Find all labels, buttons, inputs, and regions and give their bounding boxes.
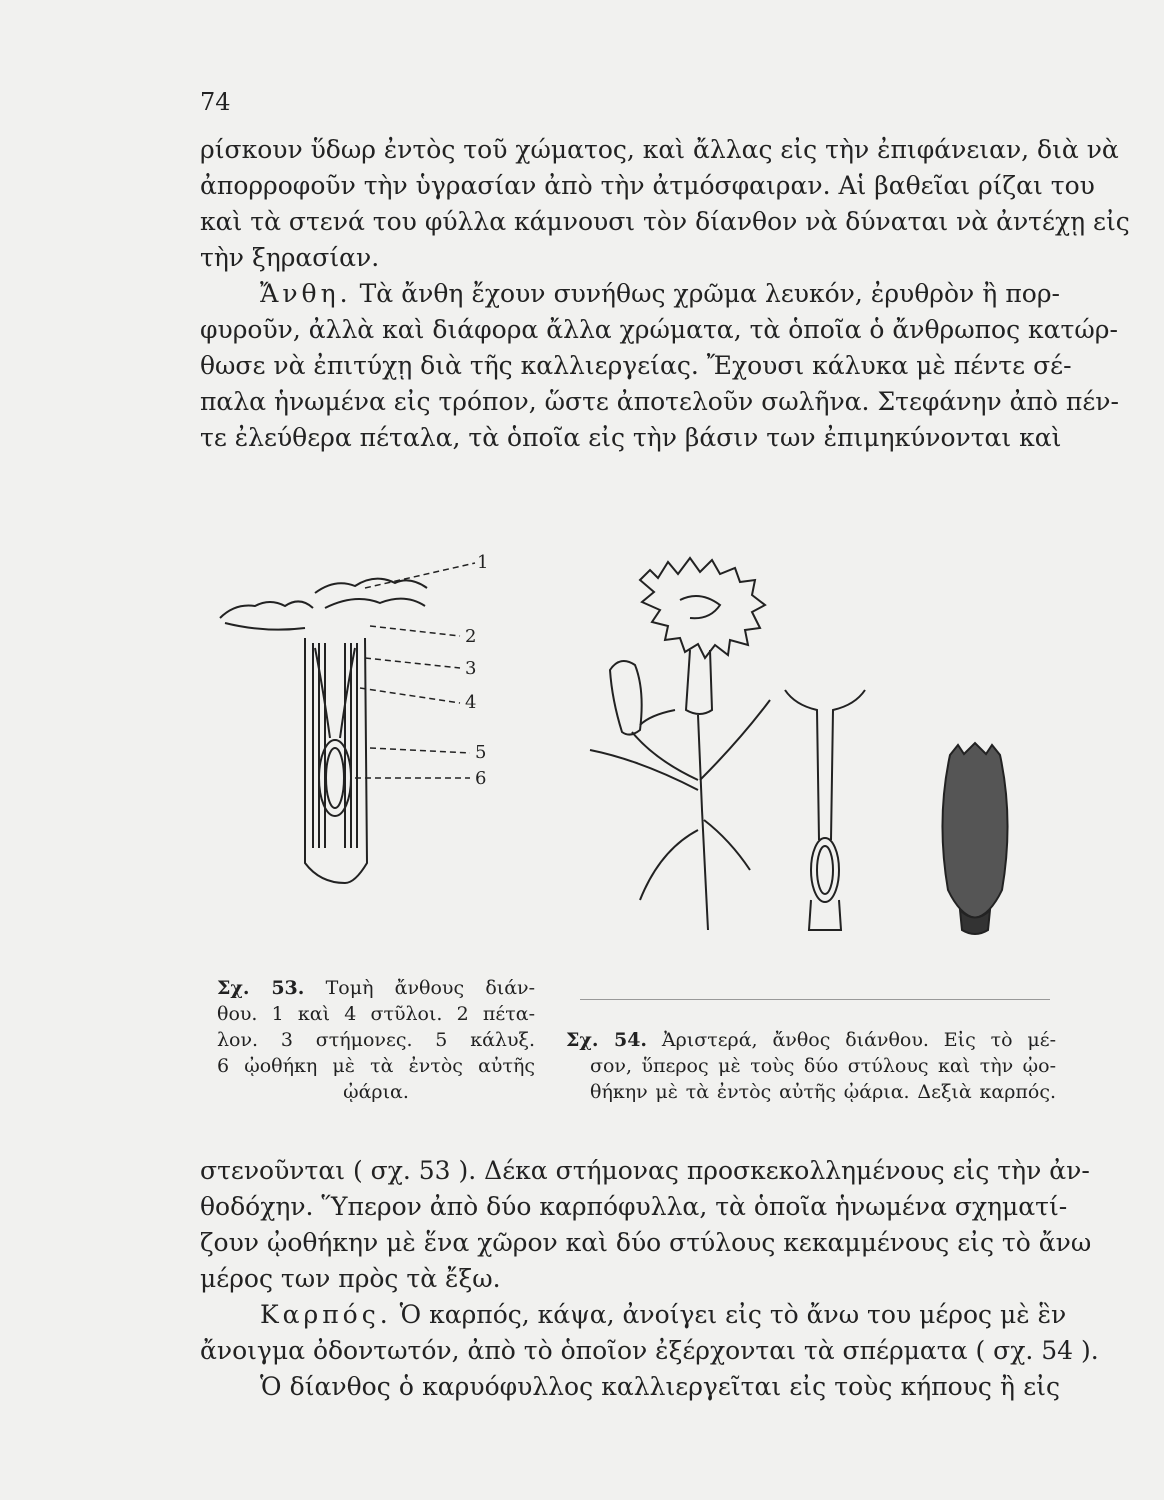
caption-line (217, 975, 535, 1001)
caption-line: 6 ᾠοθήκη μὲ τὰ ἐντὸς αὐτῆς (217, 1055, 535, 1077)
text-run: Τομὴ ἄνθους διάν- (325, 977, 536, 999)
caption-line: θου. 1 καὶ 4 στῦλοι. 2 πέτα- (217, 1003, 535, 1025)
caption-line: λον. 3 στήμονες. 5 κάλυξ. (217, 1029, 535, 1051)
karpos-heading: Καρπός. (260, 1300, 392, 1329)
text-line: ἄνοιγμα ὀδοντωτόν, ἀπὸ τὸ ὁποῖον ἐξέρχονται τὰ σπέρματα ( σχ. 54 ). (200, 1336, 1099, 1365)
text-line: Ὁ δίανθος ὁ καρυόφυλλος καλλιεργεῖται εἰς τοὺς κήπους ἢ εἰς (260, 1372, 1060, 1401)
caption-line: θήκην μὲ τὰ ἐντὸς αὐτῆς ᾠάρια. Δεξιὰ καρπός. (590, 1081, 1056, 1103)
figure-label: 6 (475, 768, 487, 789)
flower-section-illustration (205, 548, 505, 893)
text-run: Ὁ καρπός, κάψα, ἀνοίγει εἰς τὸ ἄνω του μέρος μὲ ἓν (399, 1300, 1067, 1329)
pistil-illustration (775, 680, 875, 935)
fruit-capsule-illustration (930, 740, 1020, 940)
figure-label: 4 (465, 692, 477, 713)
figure-label: 1 (477, 552, 489, 573)
text-line: τε ἐλεύθερα πέταλα, τὰ ὁποῖα εἰς τὴν βάσιν των ἐπιμηκύνονται καὶ (200, 423, 1062, 452)
bottom-text-block (200, 1153, 1099, 1405)
caption-line (566, 1027, 1056, 1053)
text-line: τὴν ξηρασίαν. (200, 243, 380, 272)
figure-54-caption (566, 1027, 1056, 1105)
caption-label: Σχ. 54. (566, 1029, 648, 1051)
page-number: 74 (200, 88, 231, 116)
separator-line (580, 999, 1050, 1000)
text-line: θοδόχην. Ὕπερον ἀπὸ δύο καρπόφυλλα, τὰ ὁποῖα ἡνωμένα σχηματί- (200, 1192, 1068, 1221)
text-line: ἀπορροφοῦν τὴν ὑγρασίαν ἀπὸ τὴν ἀτμόσφαιραν. Αἱ βαθεῖαι ρίζαι του (200, 171, 1095, 200)
caption-line: σον, ὕπερος μὲ τοὺς δύο στύλους καὶ τὴν ᾠο- (590, 1055, 1056, 1077)
caption-line: ᾠάρια. (343, 1081, 409, 1103)
text-line: ζουν ᾠοθήκην μὲ ἕνα χῶρον καὶ δύο στύλους κεκαμμένους εἰς τὸ ἄνω (200, 1228, 1092, 1257)
text-line: στενοῦνται ( σχ. 53 ). Δέκα στήμονας προσκεκολλημένους εἰς τὴν ἀν- (200, 1156, 1090, 1185)
figure-53-caption (217, 975, 535, 1105)
text-line: ρίσκουν ὕδωρ ἐντὸς τοῦ χώματος, καὶ ἄλλας εἰς τὴν ἐπιφάνειαν, διὰ νὰ (200, 135, 1119, 164)
text-line: φυροῦν, ἀλλὰ καὶ διάφορα ἄλλα χρώματα, τὰ ὁποῖα ὁ ἄνθρωπος κατώρ- (200, 315, 1118, 344)
text-line: καὶ τὰ στενά του φύλλα κάμνουσι τὸν δίανθον νὰ δύναται νὰ ἀντέχῃ εἰς (200, 207, 1130, 236)
text-line: θωσε νὰ ἐπιτύχῃ διὰ τῆς καλλιεργείας. Ἔχουσι κάλυκα μὲ πέντε σέ- (200, 351, 1072, 380)
figure-label: 2 (465, 626, 477, 647)
text-line: παλα ἡνωμένα εἰς τρόπον, ὥστε ἀποτελοῦν σωλῆνα. Στεφάνην ἀπὸ πέν- (200, 387, 1119, 416)
anthi-paragraph-start (200, 276, 1060, 312)
top-text-block (200, 132, 1130, 456)
text-run: Ἀριστερά, ἄνθος διάνθου. Εἰς τὸ μέ- (661, 1029, 1057, 1051)
text-run: Τὰ ἄνθη ἔχουν συνήθως χρῶμα λευκόν, ἐρυθρὸν ἢ πορ- (359, 279, 1060, 308)
caption-label: Σχ. 53. (217, 977, 305, 999)
figure-label: 3 (465, 658, 477, 679)
anthi-heading: Ἄνθη. (260, 279, 352, 308)
karpos-paragraph-start (200, 1297, 1067, 1333)
figure-label: 5 (475, 742, 487, 763)
text-line: μέρος των πρὸς τὰ ἔξω. (200, 1264, 501, 1293)
